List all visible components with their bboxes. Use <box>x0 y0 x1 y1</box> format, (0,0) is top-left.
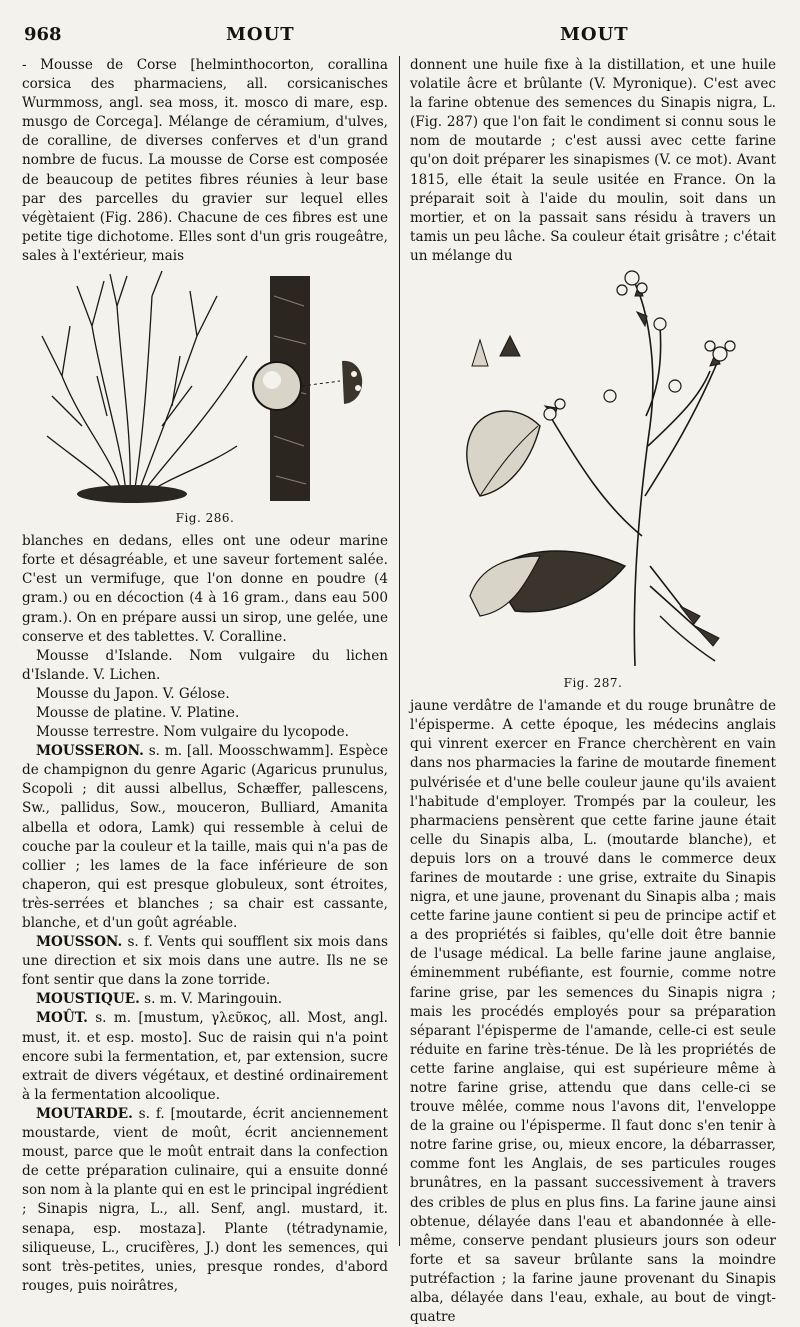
headword-moustique: MOUSTIQUE. <box>36 991 140 1008</box>
seaweed-illustration <box>22 266 388 506</box>
page-number: 968 <box>24 24 62 45</box>
entry-mousseron <box>22 742 388 933</box>
entry-mousson <box>22 933 388 990</box>
headword-mousseron: MOUSSERON. <box>36 743 144 760</box>
entry-moustique <box>22 990 388 1009</box>
entry-moutarde-continued-2: jaune verdâtre de l'amande et du rouge brunâtre de l'épisperme. A cette époque, les médecins anglais qui vinrent exercer en France cherchèrent en vain dans nos pharmacies la farine de moutarde finement pulvérisée et d'une belle couleur jaune qu'ils avaient l'habitude d'employer. Trompés par la couleur, les pharmaciens pensèrent que cette farine jaune était celle du Sinapis alba, L. (moutarde blanche), et depuis lors on a trouvé dans le commerce deux farines de moutarde : une grise, extraite du Sinapis nigra, et une jaune, provenant du Sinapis alba ; mais cette farine jaune contient si peu de principe actif et a des propriétés si faibles, qu'elle doit être bannie de l'usage médical. La belle farine jaune anglaise, éminemment rubéfiante, est fournie, comme notre farine grise, par les semences du Sinapis nigra ; mais les procédés employés pour sa préparation séparant l'épisperme de l'amande, celle-ci est seule réduite en farine très-ténue. De là les propriétés de cette farine anglaise, qui est supérieure même à notre farine grise, attendu que dans celle-ci se trouve mêlée, comme nous l'avons dit, l'enveloppe de la graine ou l'épisperme. Il faut donc s'en tenir à notre farine grise, ou, mieux encore, la débarrasser, comme font les Anglais, de ses particules rouges brunâtres, en la passant successivement à travers des cribles de plus en plus fins. La farine jaune ainsi obtenue, délayée dans l'eau et abandonnée à elle-même, conserve pendant plusieurs jours son odeur forte et sa saveur brûlante sans la moindre putréfaction ; la farine jaune provenant du Sinapis alba, délayée dans l'eau, exhale, au bout de vingt-quatre <box>410 698 776 1326</box>
figure-286 <box>22 266 388 528</box>
body-moustique: s. m. V. Maringouin. <box>139 991 283 1008</box>
headword-mout: MOÛT. <box>36 1010 88 1027</box>
running-header <box>0 24 800 54</box>
right-column <box>410 56 776 1326</box>
body-mousson: s. f. Vents qui soufflent six mois dans une direction et six mois dans une autre. Ils ne se font sentir que dans la zone torride. <box>22 934 388 989</box>
running-head-left: MOUT <box>226 24 295 45</box>
figure-286-caption: Fig. 286. <box>175 511 235 526</box>
left-column <box>22 56 388 1294</box>
entry-mousse-de-platine: Mousse de platine. V. Platine. <box>36 704 240 721</box>
entry-moutarde <box>22 1105 388 1296</box>
figure-287 <box>410 266 776 693</box>
headword-mousson: MOUSSON. <box>36 934 123 951</box>
entry-mousse-d-islande: Mousse d'Islande. Nom vulgaire du lichen d'Islande. V. Lichen. <box>22 647 388 683</box>
body-mousseron: s. m. [all. Moosschwamm]. Espèce de champignon du genre Agaric (Agaricus prunulus, Scopoli ; dit aussi albellus, Schæffer, pallescens, Sw., pallidus, Sow., mouceron, Bulliard, Amanita albella et odora, Lamk) qui ressemble à celui de couche par la couleur et la taille, mais qui n'a pas de collier ; les lames de la face inférieure de son chaperon, qui est presque globuleux, sont étroites, très-serrées et blanches ; sa chair est cassante, blanche, et d'un goût agréable. <box>22 743 388 931</box>
entry-mousse-terrestre: Mousse terrestre. Nom vulgaire du lycopode. <box>36 724 349 741</box>
entry-mousse-du-japon: Mousse du Japon. V. Gélose. <box>36 685 230 702</box>
column-divider <box>399 56 400 1246</box>
mustard-plant-illustration <box>410 266 776 671</box>
running-head-right: MOUT <box>560 24 629 45</box>
entry-mousse-de-corse: - Mousse de Corse [helminthocorton, corallina corsica des pharmaciens, all. corsicanisches Wurmmoss, angl. sea moss, it. mosco di mare, esp. musgo de Corcega]. Mélange de céramium, d'ulves, de coralline, de diverses conferves et d'un grand nombre de fucus. La mousse de Corse est composée de beaucoup de petites fibres réunies à leur base par des parcelles du gravier sur lequel elles végètaient (Fig. 286). Chacune de ces fibres est une petite tige dichotome. Elles sont d'un gris rougeâtre, sales à l'extérieur, mais <box>22 57 388 264</box>
body-mout: s. m. [mustum, γλεῦκος, all. Most, angl. must, it. et esp. mosto]. Suc de raisin qui n'a point encore subi la fermentation, et, par extension, sucre extrait de divers végétaux, et destiné ordinairement à la fermentation alcoolique. <box>22 1010 388 1103</box>
entry-mousse-de-corse-continued: blanches en dedans, elles ont une odeur marine forte et désagréable, et une saveur fortement salée. C'est un vermifuge, que l'on donne en poudre (4 gram.) ou en décoction (4 à 16 gram., dans eau 500 gram.). On en prépare aussi un sirop, une gelée, une conserve et des tablettes. V. Coralline. <box>22 533 388 645</box>
entry-moutarde-continued: donnent une huile fixe à la distillation, et une huile volatile âcre et brûlante (V. Myronique). C'est avec la farine obtenue des semences du Sinapis nigra, L. (Fig. 287) que l'on fait le condiment si connu sous le nom de moutarde ; c'est aussi avec cette farine qu'on doit préparer les sinapismes (V. ce mot). Avant 1815, elle était la seule usitée en France. On la préparait soit à l'aide du moulin, soit dans un mortier, et on la passait sans résidu à travers un tamis un peu lâche. Sa couleur était grisâtre ; c'était un mélange du <box>410 57 776 264</box>
body-moutarde: s. f. [moutarde, écrit anciennement moustarde, vient de moût, écrit anciennement moust, parce que le moût entrait dans la confection de cette préparation culinaire, qui a ensuite donné son nom à la plante qui en est le principal ingrédient ; Sinapis nigra, L., all. Senf, angl. mustard, it. senapa, esp. mostaza]. Plante (tétradynamie, siliqueuse, L., crucifères, J.) dont les semences, qui sont très-petites, unies, presque rondes, d'abord rouges, puis noirâtres, <box>22 1105 388 1294</box>
headword-moutarde: MOUTARDE. <box>36 1105 133 1122</box>
entry-mout <box>22 1009 388 1104</box>
figure-287-caption: Fig. 287. <box>563 676 623 691</box>
